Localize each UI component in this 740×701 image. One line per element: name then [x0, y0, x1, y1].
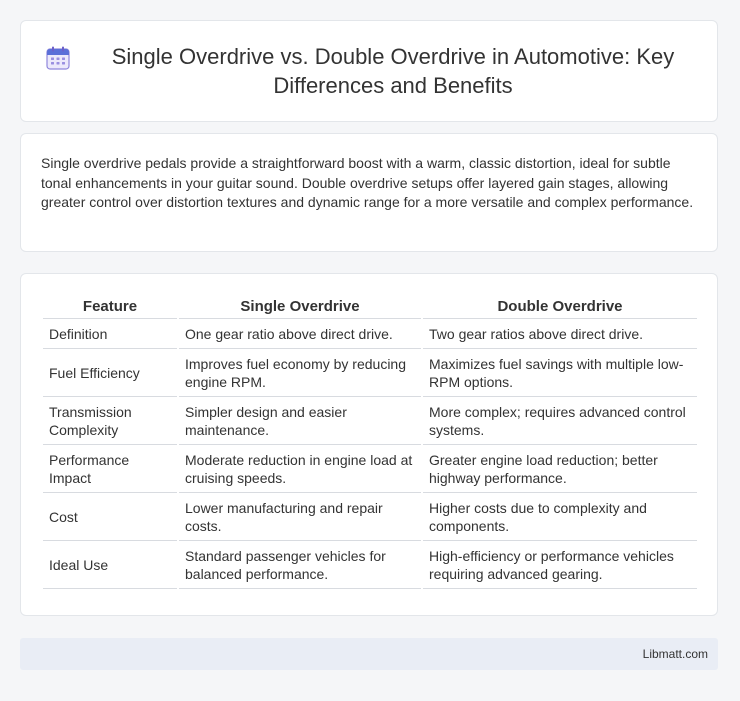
single-overdrive-cell: Moderate reduction in engine load at cruising speeds.: [179, 445, 421, 493]
feature-cell: Transmission Complexity: [43, 397, 177, 445]
double-overdrive-cell: More complex; requires advanced control systems.: [423, 397, 697, 445]
double-overdrive-cell: Higher costs due to complexity and components.: [423, 493, 697, 541]
header: [21, 42, 717, 100]
single-overdrive-cell: Standard passenger vehicles for balanced performance.: [179, 541, 421, 589]
header-card: [20, 20, 718, 122]
single-overdrive-cell: Lower manufacturing and repair costs.: [179, 493, 421, 541]
footer: [20, 638, 718, 670]
table-header-row: [43, 294, 697, 319]
table-row: [43, 493, 697, 541]
table-row: [43, 445, 697, 493]
feature-cell: Definition: [43, 319, 177, 349]
column-header-single-overdrive: Single Overdrive: [179, 294, 421, 319]
intro-card: [20, 133, 718, 252]
single-overdrive-cell: One gear ratio above direct drive.: [179, 319, 421, 349]
table-card: [20, 273, 718, 616]
double-overdrive-cell: Two gear ratios above direct drive.: [423, 319, 697, 349]
footer-site-link[interactable]: Libmatt.com: [642, 647, 708, 661]
feature-cell: Cost: [43, 493, 177, 541]
intro-paragraph: Single overdrive pedals provide a straightforward boost with a warm, classic distortion, ideal for subtle tonal enhancements in your guitar sound. Double overdrive setups offer layered gain stages, allowing greater control over distortion textures and dynamic range for a more versatile and complex performance.: [41, 155, 694, 210]
calendar-icon: [45, 45, 71, 71]
single-overdrive-cell: Improves fuel economy by reducing engine RPM.: [179, 349, 421, 397]
feature-cell: Performance Impact: [43, 445, 177, 493]
table-row: [43, 349, 697, 397]
feature-cell: Ideal Use: [43, 541, 177, 589]
column-header-feature: Feature: [43, 294, 177, 319]
double-overdrive-cell: Greater engine load reduction; better highway performance.: [423, 445, 697, 493]
double-overdrive-cell: High-efficiency or performance vehicles requiring advanced gearing.: [423, 541, 697, 589]
column-header-double-overdrive: Double Overdrive: [423, 294, 697, 319]
table-row: [43, 319, 697, 349]
comparison-table: [41, 294, 699, 589]
table-row: [43, 397, 697, 445]
table-row: [43, 541, 697, 589]
feature-cell: Fuel Efficiency: [43, 349, 177, 397]
page-title: Single Overdrive vs. Double Overdrive in Automotive: Key Differences and Benefits: [111, 44, 675, 98]
single-overdrive-cell: Simpler design and easier maintenance.: [179, 397, 421, 445]
double-overdrive-cell: Maximizes fuel savings with multiple low-RPM options.: [423, 349, 697, 397]
